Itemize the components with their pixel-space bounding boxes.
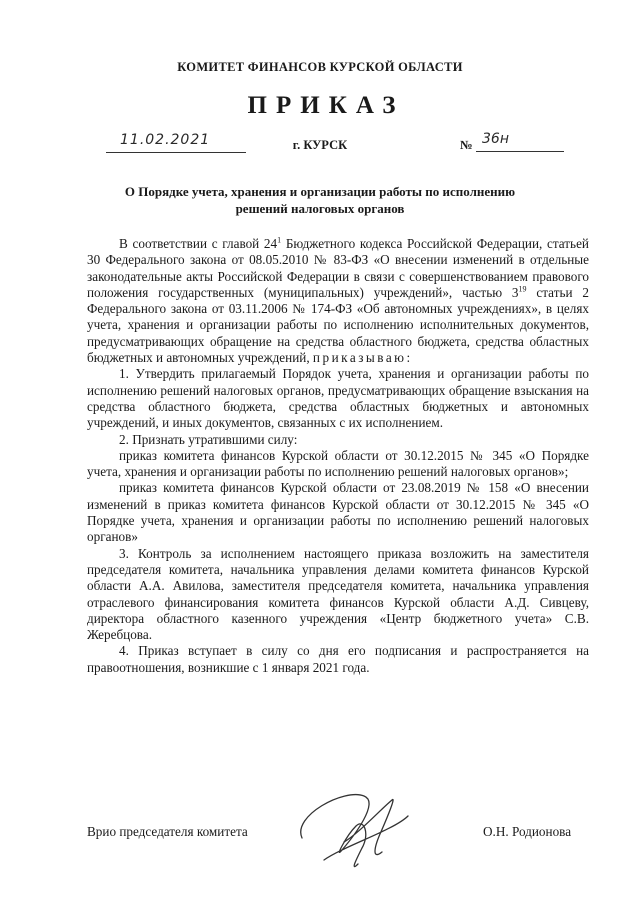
superscript-1: 1 <box>277 235 282 245</box>
item-2b: приказ комитета финансов Курской области от 23.08.2019 № 158 «О внесении изменений в приказ комитета финансов Курской области от 30.12.2015 № 345 «О Порядке учета, хранения и организации работы по исполнению решений налоговых органов» <box>87 480 589 545</box>
handwritten-number: 36н <box>482 131 509 147</box>
superscript-19: 19 <box>518 284 527 294</box>
subject-line-2: решений налоговых органов <box>235 201 405 216</box>
handwritten-date: 11.02.2021 <box>120 132 211 148</box>
item-2: 2. Признать утратившими силу: <box>119 431 298 447</box>
preamble-text-a: В соответствии с главой 24 <box>119 236 278 251</box>
item-4: 4. Приказ вступает в силу со дня его подписания и распространяется на правоотношения, возникшие с 1 января 2021 года. <box>87 643 589 675</box>
preamble-paragraph <box>87 236 589 366</box>
order-subject <box>100 183 540 217</box>
number-underline <box>476 133 564 152</box>
signatory-name: О.Н. Родионова <box>483 824 572 839</box>
number-sign: № <box>460 138 473 152</box>
handwritten-signature <box>284 776 424 886</box>
number-field <box>460 131 564 152</box>
order-word: приказываю: <box>312 350 413 366</box>
item-3: 3. Контроль за исполнением настоящего приказа возложить на заместителя председателя комитета, начальника управления делами комитета финансов Курской области А.А. Авилова, заместителя председателя комитета, начальника управления отраслевого финансирования комитета финансов Курской области А.Д. Сивцеву, директора областного казенного учреждения «Центр бюджетного учета» С.В. Жеребцова. <box>87 545 589 643</box>
committee-name: КОМИТЕТ ФИНАНСОВ КУРСКОЙ ОБЛАСТИ <box>177 60 463 74</box>
item-1: 1. Утвердить прилагаемый Порядок учета, хранения и организации работы по исполнению решений налоговых органов, предусматривающих обращение взыскания на средства областного бюджета, средства областных бюджетных и автономных учреждений, и иных документов, связанных с их исполнением. <box>87 366 589 431</box>
preamble-text-b: Бюджетного кодекса Российской Федерации, статьей 30 Федерального закона от 08.05.2010 № 83-ФЗ «О внесении изменений в отдельные законодательные акты Российской Федерации в связи с совершенствованием правового положения государственных (муниципальных) учреждений», частью 3 <box>87 236 589 300</box>
signatory-position: Врио председателя комитета <box>87 824 248 839</box>
item-2a: приказ комитета финансов Курской области от 30.12.2015 № 345 «О Порядке учета, хранения и организации работы по исполнению решений налоговых органов»; <box>87 447 589 480</box>
document-title: ПРИКАЗ <box>247 92 405 119</box>
city-label: г. КУРСК <box>292 138 348 152</box>
preamble-text-c: статьи 2 Федерального закона от 03.11.2006 № 174-ФЗ «Об автономных учреждениях», в целях учета, хранения и организации работы по исполнению исполнительных документов, предусматривающих обращение на средства областного бюджета, средства областных бюджетных и автономных учреждений, <box>87 284 590 366</box>
order-body <box>87 236 589 676</box>
subject-line-1: О Порядке учета, хранения и организации работы по исполнению <box>124 184 516 199</box>
